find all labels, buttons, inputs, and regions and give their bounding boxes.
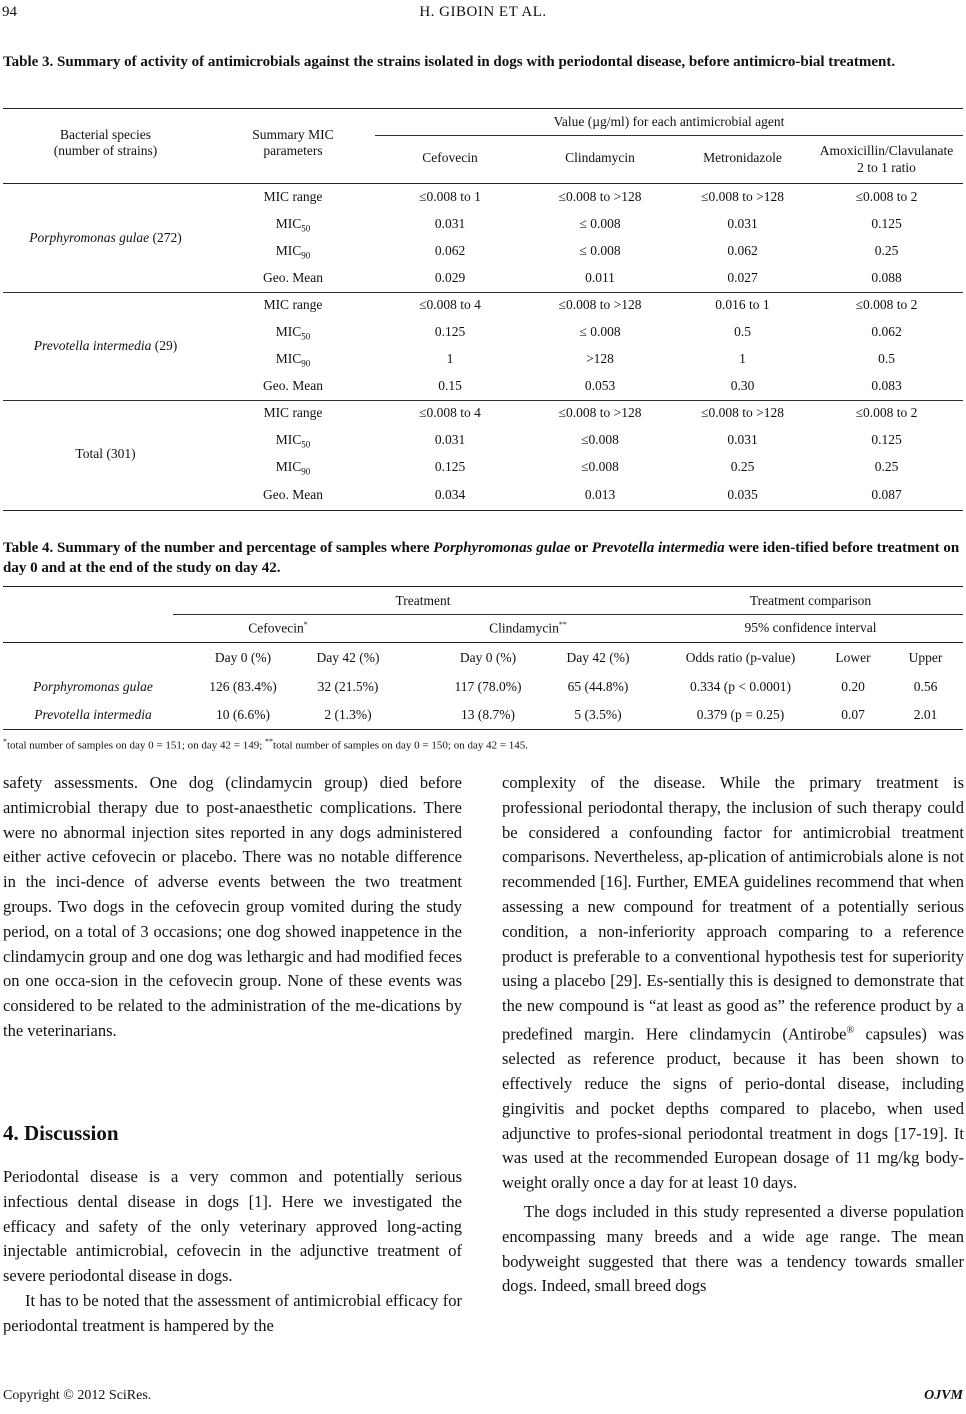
t4-subheader: Lower xyxy=(835,650,871,665)
t3-species-total: Total (301) xyxy=(75,446,136,461)
t3-cell: 0.15 xyxy=(438,378,462,393)
t3-cell: 0.062 xyxy=(727,243,758,258)
page-footer xyxy=(3,1388,963,1404)
copyright: Copyright © 2012 SciRes. xyxy=(3,1388,152,1403)
t3-cell: 0.5 xyxy=(878,351,895,366)
t3-group-header: Value (µg/ml) for each antimicrobial agent xyxy=(553,114,785,129)
t3-cell: 0.062 xyxy=(434,243,466,258)
t3-cell: 0.5 xyxy=(734,324,751,339)
t3-cell: ≤ 0.008 xyxy=(579,324,621,339)
t3-cell: 0.031 xyxy=(727,432,758,447)
t3-cell: 0.25 xyxy=(874,243,899,258)
t3-cell: 0.088 xyxy=(871,270,902,285)
t4-cell: 2.01 xyxy=(913,707,938,722)
t4-cell: 32 (21.5%) xyxy=(317,679,379,694)
t4-subheader: Day 42 (%) xyxy=(316,650,380,665)
t3-param: $MIC_{90}$ xyxy=(275,459,311,477)
t3-cell: 0.013 xyxy=(584,487,616,502)
t3-cell: ≤0.008 to 2 xyxy=(855,297,918,312)
t3-cell: ≤0.008 to >128 xyxy=(701,405,784,420)
t3-param: Geo. Mean xyxy=(263,270,323,285)
t3-cell: ≤0.008 xyxy=(581,432,619,447)
t3-cell: ≤ 0.008 xyxy=(579,243,621,258)
t3-header-clindamycin: Clindamycin xyxy=(565,150,635,165)
t3-cell: 0.087 xyxy=(871,487,902,502)
t3-cell: 1 xyxy=(739,351,746,366)
t3-param: MIC range xyxy=(263,189,323,204)
t4-subheader: Odds ratio (p-value) xyxy=(685,650,796,665)
t3-cell: ≤0.008 to >128 xyxy=(701,189,784,204)
t4-cell: 0.20 xyxy=(841,679,865,694)
paragraph: Periodontal disease is a very common and potentially serious infectious dental disease in dogs [1]. Here we investigated the efficacy and safety of the only veterinary approved long-acting injectable antimicrobial, cefovecin in the adjunctive treatment of severe periodontal disease in dogs. xyxy=(3,1167,462,1286)
t4-cell: 13 (8.7%) xyxy=(461,707,515,722)
t4-subheader: Day 42 (%) xyxy=(566,650,630,665)
t3-cell: 0.011 xyxy=(585,270,615,285)
t3-param: MIC range xyxy=(263,405,323,420)
t4-species: Porphyromonas gulae xyxy=(33,679,153,694)
t3-cell: >128 xyxy=(586,351,614,366)
t4-cell: 126 (83.4%) xyxy=(209,679,277,694)
t3-cell: ≤0.008 to 2 xyxy=(855,405,918,420)
t3-cell: ≤0.008 to 4 xyxy=(419,405,481,420)
t3-cell: 0.125 xyxy=(434,459,466,474)
t3-cell: 0.034 xyxy=(434,487,466,502)
t3-cell: 0.031 xyxy=(434,432,466,447)
section-heading: 4. Discussion xyxy=(3,1121,119,1145)
paragraph: safety assessments. One dog (clindamycin group) died before antimicrobial therapy due to post-anaesthetic complications. There were no abnormal injection sites reported in any dogs administered either active cefovecin or placebo. There was no notable difference in the inci-dence of adverse events between the two treatment groups. Two dogs in the cefovecin group vomited during the study period, on a total of 3 occasions; one dog showed inappetence in the clindamycin group and one dog was lethargic and had modified feces on one occa-sion in the cefovecin group. None of these events was considered to be related to the administration of the me-dications by the veterinarians. xyxy=(3,773,462,1040)
t4-subheader: Day 0 (%) xyxy=(214,650,272,665)
t3-cell: 0.30 xyxy=(730,378,755,393)
t4-cell: 0.56 xyxy=(913,679,938,694)
t3-param: $MIC_{90}$ xyxy=(275,351,311,369)
t3-cell: ≤0.008 to >128 xyxy=(558,297,642,312)
table3-caption: Table 3. Summary of activity of antimicrobials against the strains isolated in dogs with periodontal disease, before antimicro-bial treatment. xyxy=(3,54,896,70)
t4-cell: 5 (3.5%) xyxy=(574,707,622,722)
t3-header-amoxicillin: Amoxicillin/Clavulanate 2 to 1 ratio xyxy=(819,143,954,175)
t3-cell: ≤0.008 to >128 xyxy=(558,189,642,204)
t3-param: MIC range xyxy=(263,297,323,312)
t4-subheader: Upper xyxy=(908,650,943,665)
t3-cell: ≤0.008 xyxy=(581,459,619,474)
t4-cell: 0.334 (p < 0.0001) xyxy=(690,679,791,694)
t3-cell: ≤0.008 to 4 xyxy=(419,297,481,312)
journal-name: OJVM xyxy=(924,1388,963,1403)
t3-cell: 0.125 xyxy=(871,432,902,447)
t4-treatment-comparison: Treatment comparison xyxy=(749,593,872,608)
t3-cell: 0.031 xyxy=(727,216,758,231)
t4-cell: 2 (1.3%) xyxy=(324,707,372,722)
t3-cell: ≤0.008 to 2 xyxy=(855,189,918,204)
t4-cefovecin: Cefovecin* xyxy=(248,620,308,636)
right-column xyxy=(502,771,964,1299)
t3-cell: 0.031 xyxy=(434,216,466,231)
t4-treatment: Treatment xyxy=(395,593,451,608)
table4-footnote: *total number of samples on day 0 = 151; on day 42 = 149; **total number of samples on day 0 = 150; on day 42 = 145. xyxy=(3,737,529,752)
t3-param: $MIC_{50}$ xyxy=(275,432,311,450)
t4-cell: 117 (78.0%) xyxy=(454,679,522,694)
t3-cell: 0.25 xyxy=(874,459,899,474)
t4-clindamycin: Clindamycin** xyxy=(489,620,567,636)
table4 xyxy=(3,0,963,740)
t3-param: Geo. Mean xyxy=(263,487,323,502)
t3-cell: 0.029 xyxy=(434,270,466,285)
table4-caption: Table 4. Summary of the number and percentage of samples where Porphyromonas gulae or Prevotella intermedia were iden-tified before treatment on day 0 and at the end of the study on day 42. xyxy=(3,540,960,576)
t3-cell: 0.062 xyxy=(871,324,902,339)
page-number: 94 xyxy=(2,4,17,20)
t4-subheader: Day 0 (%) xyxy=(459,650,517,665)
t3-cell: ≤0.008 to >128 xyxy=(558,405,642,420)
t3-cell: 0.027 xyxy=(727,270,758,285)
t3-header-metronidazole: Metronidazole xyxy=(703,150,782,165)
t4-cell: 65 (44.8%) xyxy=(567,679,629,694)
t3-cell: 0.125 xyxy=(434,324,466,339)
t3-param: $MIC_{50}$ xyxy=(275,216,311,234)
t3-cell: ≤0.008 to 1 xyxy=(419,189,481,204)
t3-cell: 0.016 to 1 xyxy=(715,297,770,312)
t3-species-prevotella: Prevotella intermedia (29) xyxy=(33,338,178,353)
left-column-bottom xyxy=(3,1165,462,1339)
t3-cell: 0.125 xyxy=(871,216,902,231)
t3-cell: 1 xyxy=(446,351,454,366)
t4-cell: 10 (6.6%) xyxy=(216,707,270,722)
paragraph: The dogs included in this study represented a diverse population encompassing many breeds and a wide age range. The mean bodyweight suggested that there was a tendency towards smaller dogs. Indeed, small breed dogs xyxy=(502,1202,964,1296)
t3-species-porphyromonas: Porphyromonas gulae (272) xyxy=(29,230,182,245)
t4-ci: 95% confidence interval xyxy=(744,620,877,635)
t4-cell: 0.379 (p = 0.25) xyxy=(696,707,785,722)
t3-header-cefovecin: Cefovecin xyxy=(422,150,478,165)
left-column-top xyxy=(3,771,462,1044)
t4-cell: 0.07 xyxy=(841,707,865,722)
t3-cell: 0.053 xyxy=(584,378,616,393)
t3-cell: 0.25 xyxy=(730,459,755,474)
paragraph: It has to be noted that the assessment of antimicrobial efficacy for periodontal treatment is hampered by the xyxy=(3,1290,462,1335)
t3-param: $MIC_{50}$ xyxy=(275,324,311,342)
t3-header-mic: Summary MIC parameters xyxy=(252,127,334,158)
t3-cell: 0.083 xyxy=(871,378,902,393)
t3-param: $MIC_{90}$ xyxy=(275,243,311,261)
t3-header-species: Bacterial species (number of strains) xyxy=(53,127,158,158)
t3-param: Geo. Mean xyxy=(263,378,323,393)
t3-cell: ≤ 0.008 xyxy=(579,216,621,231)
paragraph: complexity of the disease. While the primary treatment is professional periodontal therapy, the inclusion of such therapy could be considered a confounding factor for antimicrobial treatment comparisons. Nevertheless, ap-plication of antimicrobials alone is not recommended [16]. Further, EMEA guidelines recommend that when assessing a new compound for treatment of a potentially serious condition, a non-inferiority approach comparing to a reference product is preferable to a conventional hypothesis test for superiority using a placebo [29]. Es-sentially this is designed to demonstrate that the new compound is “at least as good as” the reference product by a predefined margin. Here clindamycin (Antirobe® capsules) was selected as reference product, because it has been shown to effectively reduce the signs of perio-dontal disease, including gingivitis and pocket depths compared to placebo, when used adjunctive to profes-sional periodontal treatment in dogs [17-19]. It was used at the recommended European dosage of 11 mg/kg body-weight orally once a day for at least 10 days. xyxy=(502,773,964,1193)
t3-cell: 0.035 xyxy=(727,487,758,502)
t4-species: Prevotella intermedia xyxy=(34,707,152,722)
running-authors: H. GIBOIN ET AL. xyxy=(419,4,547,20)
